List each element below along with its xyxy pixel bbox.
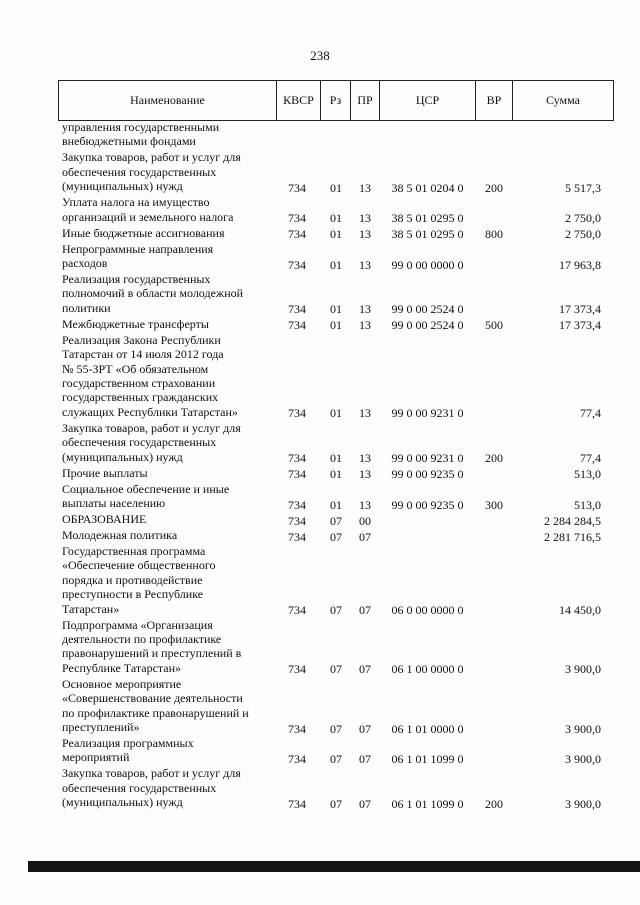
table-row — [0, 317, 640, 333]
row-sum: 2 750,0 — [565, 211, 601, 226]
table-row — [0, 544, 640, 618]
row-csr: 06 1 00 0000 0 — [391, 662, 464, 677]
row-name: Государственная программа «Обеспечение общественного порядка и противодействие преступности в Республике Татарстан» — [62, 543, 216, 616]
row-kvsr: 734 — [288, 257, 306, 272]
row-vr: 200 — [485, 451, 503, 466]
row-rz: 01 — [330, 451, 342, 466]
row-sum: 17 963,8 — [559, 257, 601, 272]
row-name: Уплата налога на имущество организаций и земельного налога — [62, 195, 234, 224]
row-name: Подпрограмма «Организация деятельности по профилактике правонарушений и преступлений в Республике Татарстан» — [62, 617, 242, 675]
row-sum: 513,0 — [574, 497, 601, 512]
table-row — [0, 120, 640, 150]
row-pr: 13 — [359, 180, 371, 195]
row-rz: 01 — [330, 302, 342, 317]
row-name: Прочие выплаты — [62, 465, 148, 480]
row-sum: 2 281 716,5 — [544, 529, 601, 544]
row-pr: 13 — [359, 451, 371, 466]
row-rz: 07 — [330, 662, 342, 677]
row-pr: 13 — [359, 318, 371, 333]
row-name: ОБРАЗОВАНИЕ — [62, 511, 147, 526]
row-kvsr: 734 — [288, 603, 306, 618]
row-rz: 07 — [330, 529, 342, 544]
row-name: Закупка товаров, работ и услуг для обеспечения государственных (муниципальных) нужд — [62, 766, 241, 810]
row-csr: 99 0 00 9231 0 — [391, 451, 464, 466]
table-row — [0, 242, 640, 272]
row-kvsr: 734 — [288, 211, 306, 226]
row-name: Непрограммные направления расходов — [62, 241, 214, 270]
row-kvsr: 734 — [288, 451, 306, 466]
row-name: Молодежная политика — [62, 527, 178, 542]
row-name: Социальное обеспечение и иные выплаты населению — [62, 481, 230, 510]
row-sum: 513,0 — [574, 467, 601, 482]
row-csr: 06 1 01 0000 0 — [391, 721, 464, 736]
header-rz: Рз — [320, 81, 350, 120]
row-kvsr: 734 — [288, 318, 306, 333]
row-sum: 77,4 — [580, 406, 601, 421]
row-rz: 07 — [330, 513, 342, 528]
row-pr: 07 — [359, 751, 371, 766]
row-vr: 300 — [485, 497, 503, 512]
header-name: Наименование — [58, 81, 276, 120]
row-csr: 38 5 01 0295 0 — [391, 227, 464, 242]
table-row — [0, 618, 640, 677]
table-row — [0, 421, 640, 466]
row-name: Реализация государственных полномочий в области молодежной политики — [62, 271, 244, 315]
row-kvsr: 734 — [288, 406, 306, 421]
table-row — [0, 466, 640, 482]
row-csr: 99 0 00 9235 0 — [391, 497, 464, 512]
row-csr: 99 0 00 2524 0 — [391, 302, 464, 317]
row-sum: 17 373,4 — [559, 318, 601, 333]
header-csr: ЦСР — [379, 81, 475, 120]
row-rz: 01 — [330, 467, 342, 482]
row-name: управления государственными внебюджетными фондами — [62, 120, 220, 149]
row-rz: 07 — [330, 751, 342, 766]
row-name: Реализация программных мероприятий — [62, 735, 194, 765]
row-csr: 99 0 00 0000 0 — [391, 257, 464, 272]
row-rz: 01 — [330, 227, 342, 242]
header-pr: ПР — [350, 81, 379, 120]
row-kvsr: 734 — [288, 302, 306, 317]
row-csr: 38 5 01 0295 0 — [391, 211, 464, 226]
row-sum: 5 517,3 — [565, 180, 601, 195]
page-number: 238 — [310, 48, 330, 63]
row-csr: 99 0 00 9235 0 — [391, 467, 464, 482]
row-vr: 200 — [485, 796, 503, 811]
row-pr: 13 — [359, 227, 371, 242]
table-row — [0, 736, 640, 766]
row-pr: 00 — [359, 513, 371, 528]
page-bottom-bar — [28, 861, 640, 872]
row-csr: 38 5 01 0204 0 — [391, 180, 464, 195]
row-csr: 99 0 00 2524 0 — [391, 318, 464, 333]
row-pr: 13 — [359, 302, 371, 317]
row-sum: 3 900,0 — [565, 796, 601, 811]
row-pr: 07 — [359, 603, 371, 618]
table-row — [0, 226, 640, 242]
row-rz: 07 — [330, 721, 342, 736]
row-kvsr: 734 — [288, 467, 306, 482]
row-kvsr: 734 — [288, 513, 306, 528]
row-rz: 01 — [330, 180, 342, 195]
row-name: Закупка товаров, работ и услуг для обеспечения государственных (муниципальных) нужд — [62, 420, 241, 464]
row-sum: 3 900,0 — [565, 751, 601, 766]
row-sum: 2 284 284,5 — [544, 513, 601, 528]
row-rz: 01 — [330, 406, 342, 421]
row-name: Межбюджетные трансферты — [62, 316, 209, 331]
table-header — [58, 80, 614, 121]
row-kvsr: 734 — [288, 180, 306, 195]
row-name: Основное мероприятие «Совершенствование деятельности по профилактике правонарушений и преступлений» — [62, 676, 249, 734]
row-sum: 3 900,0 — [565, 721, 601, 736]
table-row — [0, 150, 640, 195]
row-pr: 13 — [359, 257, 371, 272]
row-pr: 07 — [359, 529, 371, 544]
row-pr: 07 — [359, 721, 371, 736]
row-sum: 17 373,4 — [559, 302, 601, 317]
header-sum: Сумма — [512, 81, 614, 120]
table-body — [0, 120, 640, 811]
row-sum: 2 750,0 — [565, 227, 601, 242]
row-rz: 07 — [330, 603, 342, 618]
row-name: Иные бюджетные ассигнования — [62, 225, 225, 240]
row-csr: 99 0 00 9231 0 — [391, 406, 464, 421]
row-csr: 06 0 00 0000 0 — [391, 603, 464, 618]
row-pr: 07 — [359, 662, 371, 677]
row-vr: 500 — [485, 318, 503, 333]
row-kvsr: 734 — [288, 751, 306, 766]
row-vr: 200 — [485, 180, 503, 195]
table-row — [0, 333, 640, 421]
row-pr: 13 — [359, 406, 371, 421]
table-row — [0, 528, 640, 544]
row-rz: 01 — [330, 318, 342, 333]
row-vr: 800 — [485, 227, 503, 242]
row-pr: 07 — [359, 796, 371, 811]
table-row — [0, 195, 640, 225]
row-kvsr: 734 — [288, 796, 306, 811]
row-pr: 13 — [359, 497, 371, 512]
header-vr: ВР — [475, 81, 512, 120]
table-row — [0, 677, 640, 736]
row-sum: 3 900,0 — [565, 662, 601, 677]
table-row — [0, 766, 640, 811]
row-rz: 01 — [330, 497, 342, 512]
row-name: Реализация Закона Республики Татарстан от 14 июля 2012 года № 55-ЗРТ «Об обязательном государственном страховании государственных гражданских служащих Республики Татарстан» — [62, 332, 238, 419]
row-pr: 13 — [359, 211, 371, 226]
row-sum: 77,4 — [580, 451, 601, 466]
header-kvsr: КВСР — [276, 81, 320, 120]
row-kvsr: 734 — [288, 529, 306, 544]
row-kvsr: 734 — [288, 662, 306, 677]
table-row — [0, 272, 640, 317]
row-kvsr: 734 — [288, 721, 306, 736]
row-name: Закупка товаров, работ и услуг для обеспечения государственных (муниципальных) нужд — [62, 150, 241, 194]
row-kvsr: 734 — [288, 227, 306, 242]
row-csr: 06 1 01 1099 0 — [391, 751, 464, 766]
row-sum: 14 450,0 — [559, 603, 601, 618]
row-kvsr: 734 — [288, 497, 306, 512]
table-row — [0, 512, 640, 528]
row-rz: 01 — [330, 257, 342, 272]
row-pr: 13 — [359, 467, 371, 482]
table-row — [0, 482, 640, 512]
row-csr: 06 1 01 1099 0 — [391, 796, 464, 811]
row-rz: 01 — [330, 211, 342, 226]
row-rz: 07 — [330, 796, 342, 811]
